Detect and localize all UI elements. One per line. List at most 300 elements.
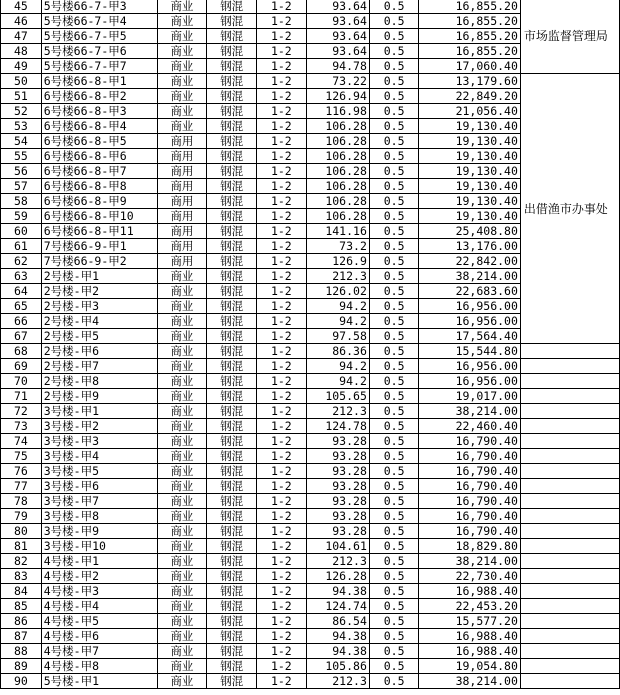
unit-name-cell: 2号楼-甲1 (41, 269, 157, 284)
row-number-cell: 68 (1, 344, 42, 359)
floor-cell: 1-2 (257, 134, 307, 149)
row-number-cell: 60 (1, 224, 42, 239)
amount-cell: 16,790.40 (419, 479, 520, 494)
rate-cell: 0.5 (369, 674, 419, 689)
amount-cell: 19,130.40 (419, 209, 520, 224)
table-row (1, 599, 620, 614)
rate-cell: 0.5 (369, 599, 419, 614)
unit-name-cell: 3号楼-甲8 (41, 509, 157, 524)
area-cell: 124.74 (306, 599, 369, 614)
structure-cell: 钢混 (207, 599, 257, 614)
usage-cell: 商业 (157, 74, 207, 89)
row-number-cell: 56 (1, 164, 42, 179)
row-number-cell: 64 (1, 284, 42, 299)
floor-cell: 1-2 (257, 569, 307, 584)
amount-cell: 25,408.80 (419, 224, 520, 239)
unit-name-cell: 2号楼-甲3 (41, 299, 157, 314)
usage-cell: 商用 (157, 209, 207, 224)
usage-cell: 商业 (157, 629, 207, 644)
floor-cell: 1-2 (257, 44, 307, 59)
floor-cell: 1-2 (257, 464, 307, 479)
table-row (1, 374, 620, 389)
rate-cell: 0.5 (369, 104, 419, 119)
floor-cell: 1-2 (257, 194, 307, 209)
amount-cell: 22,730.40 (419, 569, 520, 584)
structure-cell: 钢混 (207, 224, 257, 239)
floor-cell: 1-2 (257, 449, 307, 464)
structure-cell: 钢混 (207, 329, 257, 344)
structure-cell: 钢混 (207, 464, 257, 479)
area-cell: 106.28 (306, 164, 369, 179)
usage-cell: 商业 (157, 344, 207, 359)
usage-cell: 商业 (157, 374, 207, 389)
unit-name-cell: 4号楼-甲2 (41, 569, 157, 584)
amount-cell: 16,790.40 (419, 434, 520, 449)
usage-cell: 商用 (157, 164, 207, 179)
row-number-cell: 72 (1, 404, 42, 419)
floor-cell: 1-2 (257, 419, 307, 434)
rate-cell: 0.5 (369, 584, 419, 599)
structure-cell: 钢混 (207, 449, 257, 464)
area-cell: 94.38 (306, 629, 369, 644)
amount-cell: 16,790.40 (419, 494, 520, 509)
amount-cell: 38,214.00 (419, 269, 520, 284)
remark-cell-empty (520, 569, 619, 584)
amount-cell: 16,855.20 (419, 44, 520, 59)
row-number-cell: 82 (1, 554, 42, 569)
row-number-cell: 57 (1, 179, 42, 194)
floor-cell: 1-2 (257, 344, 307, 359)
unit-name-cell: 3号楼-甲7 (41, 494, 157, 509)
remark-cell-empty (520, 554, 619, 569)
floor-cell: 1-2 (257, 494, 307, 509)
structure-cell: 钢混 (207, 0, 257, 14)
unit-name-cell: 3号楼-甲4 (41, 449, 157, 464)
unit-name-cell: 2号楼-甲9 (41, 389, 157, 404)
amount-cell: 16,956.00 (419, 374, 520, 389)
structure-cell: 钢混 (207, 314, 257, 329)
amount-cell: 19,130.40 (419, 194, 520, 209)
table-row (1, 359, 620, 374)
row-number-cell: 53 (1, 119, 42, 134)
rate-cell: 0.5 (369, 254, 419, 269)
amount-cell: 16,790.40 (419, 449, 520, 464)
usage-cell: 商业 (157, 494, 207, 509)
rate-cell: 0.5 (369, 194, 419, 209)
row-number-cell: 49 (1, 59, 42, 74)
structure-cell: 钢混 (207, 29, 257, 44)
area-cell: 94.2 (306, 314, 369, 329)
area-cell: 86.54 (306, 614, 369, 629)
area-cell: 106.28 (306, 149, 369, 164)
area-cell: 93.64 (306, 0, 369, 14)
amount-cell: 16,790.40 (419, 509, 520, 524)
structure-cell: 钢混 (207, 59, 257, 74)
table-row (1, 404, 620, 419)
amount-cell: 22,842.00 (419, 254, 520, 269)
row-number-cell: 71 (1, 389, 42, 404)
area-cell: 93.28 (306, 449, 369, 464)
structure-cell: 钢混 (207, 629, 257, 644)
floor-cell: 1-2 (257, 359, 307, 374)
table-row (1, 494, 620, 509)
floor-cell: 1-2 (257, 179, 307, 194)
remark-cell-empty (520, 659, 619, 674)
amount-cell: 19,130.40 (419, 149, 520, 164)
unit-name-cell: 2号楼-甲6 (41, 344, 157, 359)
unit-name-cell: 7号楼66-9-甲1 (41, 239, 157, 254)
unit-name-cell: 6号楼66-8-甲6 (41, 149, 157, 164)
rate-cell: 0.5 (369, 554, 419, 569)
unit-name-cell: 5号楼66-7-甲3 (41, 0, 157, 14)
remark-cell-empty (520, 509, 619, 524)
rate-cell: 0.5 (369, 389, 419, 404)
area-cell: 93.64 (306, 44, 369, 59)
table-row (1, 659, 620, 674)
usage-cell: 商业 (157, 464, 207, 479)
remark-cell-empty (520, 494, 619, 509)
structure-cell: 钢混 (207, 134, 257, 149)
floor-cell: 1-2 (257, 614, 307, 629)
unit-name-cell: 6号楼66-8-甲10 (41, 209, 157, 224)
structure-cell: 钢混 (207, 614, 257, 629)
amount-cell: 16,855.20 (419, 0, 520, 14)
row-number-cell: 73 (1, 419, 42, 434)
rate-cell: 0.5 (369, 644, 419, 659)
unit-name-cell: 4号楼-甲3 (41, 584, 157, 599)
area-cell: 86.36 (306, 344, 369, 359)
amount-cell: 22,453.20 (419, 599, 520, 614)
table-row (1, 479, 620, 494)
area-cell: 93.64 (306, 29, 369, 44)
floor-cell: 1-2 (257, 89, 307, 104)
floor-cell: 1-2 (257, 509, 307, 524)
row-number-cell: 76 (1, 464, 42, 479)
usage-cell: 商业 (157, 644, 207, 659)
area-cell: 93.28 (306, 494, 369, 509)
usage-cell: 商用 (157, 224, 207, 239)
usage-cell: 商业 (157, 299, 207, 314)
rate-cell: 0.5 (369, 299, 419, 314)
unit-name-cell: 2号楼-甲2 (41, 284, 157, 299)
table-row (1, 449, 620, 464)
rent-table-body (1, 0, 620, 689)
unit-name-cell: 4号楼-甲8 (41, 659, 157, 674)
row-number-cell: 79 (1, 509, 42, 524)
structure-cell: 钢混 (207, 239, 257, 254)
unit-name-cell: 3号楼-甲9 (41, 524, 157, 539)
row-number-cell: 89 (1, 659, 42, 674)
area-cell: 93.28 (306, 524, 369, 539)
unit-name-cell: 3号楼-甲5 (41, 464, 157, 479)
amount-cell: 16,790.40 (419, 524, 520, 539)
unit-name-cell: 5号楼66-7-甲7 (41, 59, 157, 74)
area-cell: 93.28 (306, 464, 369, 479)
amount-cell: 16,956.00 (419, 299, 520, 314)
usage-cell: 商用 (157, 149, 207, 164)
usage-cell: 商业 (157, 479, 207, 494)
usage-cell: 商业 (157, 119, 207, 134)
unit-name-cell: 3号楼-甲3 (41, 434, 157, 449)
area-cell: 94.38 (306, 644, 369, 659)
table-row (1, 464, 620, 479)
row-number-cell: 90 (1, 674, 42, 689)
row-number-cell: 52 (1, 104, 42, 119)
area-cell: 104.61 (306, 539, 369, 554)
remark-cell-empty (520, 614, 619, 629)
usage-cell: 商用 (157, 254, 207, 269)
floor-cell: 1-2 (257, 374, 307, 389)
floor-cell: 1-2 (257, 14, 307, 29)
unit-name-cell: 5号楼66-7-甲5 (41, 29, 157, 44)
amount-cell: 16,956.00 (419, 314, 520, 329)
usage-cell: 商业 (157, 509, 207, 524)
area-cell: 94.2 (306, 359, 369, 374)
area-cell: 126.9 (306, 254, 369, 269)
row-number-cell: 69 (1, 359, 42, 374)
area-cell: 97.58 (306, 329, 369, 344)
usage-cell: 商业 (157, 329, 207, 344)
floor-cell: 1-2 (257, 209, 307, 224)
usage-cell: 商业 (157, 269, 207, 284)
amount-cell: 17,060.40 (419, 59, 520, 74)
structure-cell: 钢混 (207, 179, 257, 194)
structure-cell: 钢混 (207, 434, 257, 449)
row-number-cell: 81 (1, 539, 42, 554)
row-number-cell: 70 (1, 374, 42, 389)
structure-cell: 钢混 (207, 509, 257, 524)
amount-cell: 19,130.40 (419, 134, 520, 149)
area-cell: 94.2 (306, 299, 369, 314)
row-number-cell: 75 (1, 449, 42, 464)
rate-cell: 0.5 (369, 419, 419, 434)
area-cell: 126.94 (306, 89, 369, 104)
rate-cell: 0.5 (369, 434, 419, 449)
usage-cell: 商业 (157, 554, 207, 569)
structure-cell: 钢混 (207, 74, 257, 89)
amount-cell: 16,956.00 (419, 359, 520, 374)
structure-cell: 钢混 (207, 254, 257, 269)
unit-name-cell: 3号楼-甲2 (41, 419, 157, 434)
area-cell: 116.98 (306, 104, 369, 119)
structure-cell: 钢混 (207, 14, 257, 29)
rate-cell: 0.5 (369, 134, 419, 149)
structure-cell: 钢混 (207, 209, 257, 224)
usage-cell: 商业 (157, 89, 207, 104)
row-number-cell: 87 (1, 629, 42, 644)
area-cell: 106.28 (306, 119, 369, 134)
amount-cell: 13,176.00 (419, 239, 520, 254)
remark-cell-empty (520, 434, 619, 449)
rate-cell: 0.5 (369, 569, 419, 584)
structure-cell: 钢混 (207, 659, 257, 674)
structure-cell: 钢混 (207, 674, 257, 689)
unit-name-cell: 2号楼-甲7 (41, 359, 157, 374)
unit-name-cell: 6号楼66-8-甲1 (41, 74, 157, 89)
floor-cell: 1-2 (257, 389, 307, 404)
rate-cell: 0.5 (369, 524, 419, 539)
usage-cell: 商业 (157, 389, 207, 404)
row-number-cell: 55 (1, 149, 42, 164)
row-number-cell: 74 (1, 434, 42, 449)
area-cell: 93.28 (306, 509, 369, 524)
remark-cell: 市场监督管理局 (520, 0, 619, 74)
usage-cell: 商业 (157, 539, 207, 554)
remark-cell-empty (520, 584, 619, 599)
area-cell: 106.28 (306, 209, 369, 224)
unit-name-cell: 5号楼66-7-甲4 (41, 14, 157, 29)
unit-name-cell: 4号楼-甲7 (41, 644, 157, 659)
structure-cell: 钢混 (207, 419, 257, 434)
floor-cell: 1-2 (257, 314, 307, 329)
floor-cell: 1-2 (257, 104, 307, 119)
amount-cell: 15,577.20 (419, 614, 520, 629)
floor-cell: 1-2 (257, 29, 307, 44)
unit-name-cell: 6号楼66-8-甲11 (41, 224, 157, 239)
amount-cell: 16,988.40 (419, 629, 520, 644)
floor-cell: 1-2 (257, 554, 307, 569)
remark-cell-empty (520, 539, 619, 554)
usage-cell: 商业 (157, 14, 207, 29)
rate-cell: 0.5 (369, 449, 419, 464)
floor-cell: 1-2 (257, 254, 307, 269)
area-cell: 94.78 (306, 59, 369, 74)
amount-cell: 19,130.40 (419, 119, 520, 134)
row-number-cell: 45 (1, 0, 42, 14)
floor-cell: 1-2 (257, 239, 307, 254)
rate-cell: 0.5 (369, 164, 419, 179)
unit-name-cell: 3号楼-甲10 (41, 539, 157, 554)
structure-cell: 钢混 (207, 164, 257, 179)
floor-cell: 1-2 (257, 164, 307, 179)
floor-cell: 1-2 (257, 524, 307, 539)
table-row (1, 614, 620, 629)
rate-cell: 0.5 (369, 344, 419, 359)
row-number-cell: 59 (1, 209, 42, 224)
floor-cell: 1-2 (257, 434, 307, 449)
amount-cell: 16,855.20 (419, 14, 520, 29)
table-row (1, 344, 620, 359)
remark-cell-empty (520, 344, 619, 359)
structure-cell: 钢混 (207, 479, 257, 494)
amount-cell: 19,130.40 (419, 164, 520, 179)
usage-cell: 商业 (157, 359, 207, 374)
floor-cell: 1-2 (257, 59, 307, 74)
table-row (1, 554, 620, 569)
table-row (1, 674, 620, 689)
rate-cell: 0.5 (369, 239, 419, 254)
structure-cell: 钢混 (207, 389, 257, 404)
rate-cell: 0.5 (369, 404, 419, 419)
row-number-cell: 61 (1, 239, 42, 254)
amount-cell: 16,855.20 (419, 29, 520, 44)
remark-cell-empty (520, 464, 619, 479)
remark-cell-empty (520, 674, 619, 689)
rate-cell: 0.5 (369, 224, 419, 239)
unit-name-cell: 6号楼66-8-甲2 (41, 89, 157, 104)
unit-name-cell: 6号楼66-8-甲3 (41, 104, 157, 119)
row-number-cell: 84 (1, 584, 42, 599)
usage-cell: 商用 (157, 179, 207, 194)
structure-cell: 钢混 (207, 584, 257, 599)
area-cell: 93.28 (306, 434, 369, 449)
unit-name-cell: 3号楼-甲6 (41, 479, 157, 494)
floor-cell: 1-2 (257, 404, 307, 419)
usage-cell: 商业 (157, 434, 207, 449)
table-row (1, 389, 620, 404)
usage-cell: 商业 (157, 44, 207, 59)
area-cell: 105.65 (306, 389, 369, 404)
row-number-cell: 50 (1, 74, 42, 89)
area-cell: 126.02 (306, 284, 369, 299)
rate-cell: 0.5 (369, 269, 419, 284)
floor-cell: 1-2 (257, 74, 307, 89)
structure-cell: 钢混 (207, 299, 257, 314)
usage-cell: 商业 (157, 569, 207, 584)
amount-cell: 16,790.40 (419, 464, 520, 479)
floor-cell: 1-2 (257, 674, 307, 689)
unit-name-cell: 5号楼-甲1 (41, 674, 157, 689)
area-cell: 106.28 (306, 194, 369, 209)
remark-cell-empty (520, 449, 619, 464)
unit-name-cell: 6号楼66-8-甲9 (41, 194, 157, 209)
floor-cell: 1-2 (257, 119, 307, 134)
area-cell: 73.22 (306, 74, 369, 89)
amount-cell: 21,056.40 (419, 104, 520, 119)
usage-cell: 商用 (157, 194, 207, 209)
structure-cell: 钢混 (207, 194, 257, 209)
unit-name-cell: 2号楼-甲5 (41, 329, 157, 344)
row-number-cell: 48 (1, 44, 42, 59)
remark-cell-empty (520, 599, 619, 614)
usage-cell: 商业 (157, 104, 207, 119)
rate-cell: 0.5 (369, 74, 419, 89)
remark-cell-empty (520, 644, 619, 659)
remark-cell-empty (520, 359, 619, 374)
row-number-cell: 66 (1, 314, 42, 329)
unit-name-cell: 7号楼66-9-甲2 (41, 254, 157, 269)
unit-name-cell: 6号楼66-8-甲8 (41, 179, 157, 194)
unit-name-cell: 5号楼66-7-甲6 (41, 44, 157, 59)
area-cell: 106.28 (306, 179, 369, 194)
table-row (1, 509, 620, 524)
rate-cell: 0.5 (369, 284, 419, 299)
amount-cell: 19,130.40 (419, 179, 520, 194)
rate-cell: 0.5 (369, 29, 419, 44)
row-number-cell: 63 (1, 269, 42, 284)
area-cell: 124.78 (306, 419, 369, 434)
rate-cell: 0.5 (369, 509, 419, 524)
row-number-cell: 65 (1, 299, 42, 314)
rate-cell: 0.5 (369, 374, 419, 389)
floor-cell: 1-2 (257, 629, 307, 644)
area-cell: 212.3 (306, 404, 369, 419)
usage-cell: 商业 (157, 599, 207, 614)
usage-cell: 商业 (157, 524, 207, 539)
remark-cell-empty (520, 419, 619, 434)
floor-cell: 1-2 (257, 149, 307, 164)
structure-cell: 钢混 (207, 644, 257, 659)
rate-cell: 0.5 (369, 329, 419, 344)
usage-cell: 商业 (157, 584, 207, 599)
amount-cell: 19,017.00 (419, 389, 520, 404)
structure-cell: 钢混 (207, 404, 257, 419)
area-cell: 141.16 (306, 224, 369, 239)
row-number-cell: 80 (1, 524, 42, 539)
usage-cell: 商业 (157, 419, 207, 434)
amount-cell: 22,849.20 (419, 89, 520, 104)
structure-cell: 钢混 (207, 494, 257, 509)
